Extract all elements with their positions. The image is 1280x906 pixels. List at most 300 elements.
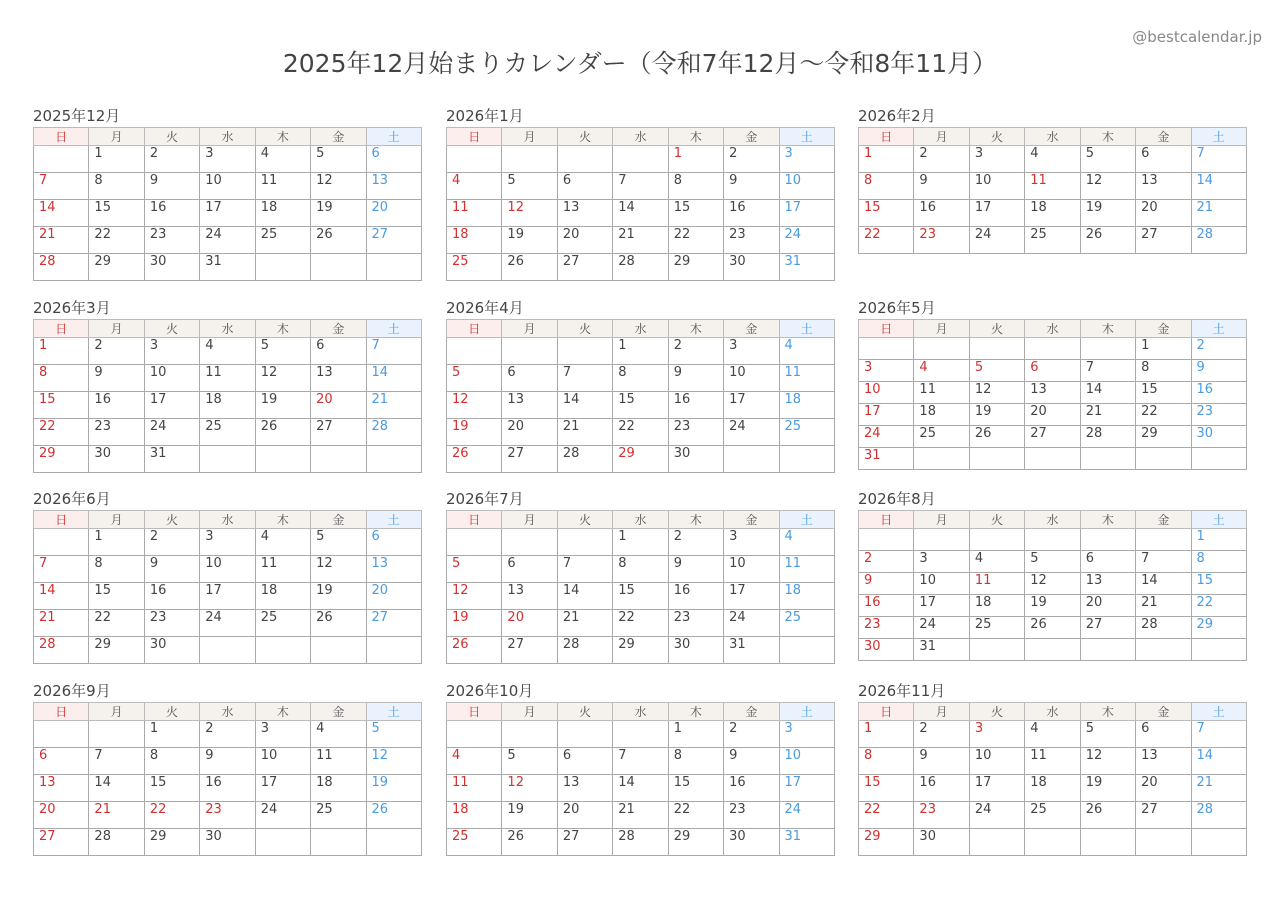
weekday-header: 月 <box>502 703 557 721</box>
day-cell: 6 <box>1136 146 1191 173</box>
day-cell: 9 <box>914 173 969 200</box>
day-cell: 31 <box>724 637 779 664</box>
day-cell: 20 <box>311 392 366 419</box>
day-cell: 2 <box>144 529 199 556</box>
month-title: 2026年5月 <box>858 299 936 317</box>
day-cell: 25 <box>311 802 366 829</box>
day-cell: 24 <box>724 610 779 637</box>
day-cell: 26 <box>502 254 557 281</box>
day-cell: 7 <box>34 556 89 583</box>
weekday-header: 木 <box>255 320 310 338</box>
weekday-header: 月 <box>914 128 969 146</box>
day-cell: 13 <box>366 556 421 583</box>
day-cell <box>557 529 612 556</box>
day-cell: 13 <box>1025 382 1080 404</box>
day-cell <box>969 639 1024 661</box>
day-cell: 4 <box>914 360 969 382</box>
weekday-header: 金 <box>1136 128 1191 146</box>
day-cell: 4 <box>255 146 310 173</box>
weekday-header: 土 <box>779 320 834 338</box>
day-cell: 27 <box>502 446 557 473</box>
day-cell: 27 <box>1136 227 1191 254</box>
weekday-header: 火 <box>969 703 1024 721</box>
day-cell: 10 <box>969 173 1024 200</box>
day-cell: 4 <box>969 551 1024 573</box>
weekday-header: 月 <box>89 128 144 146</box>
day-cell: 2 <box>144 146 199 173</box>
weekday-header: 金 <box>1136 511 1191 529</box>
week-row <box>859 748 1247 775</box>
day-cell: 25 <box>969 617 1024 639</box>
day-cell: 18 <box>447 802 502 829</box>
day-cell: 12 <box>1080 173 1135 200</box>
weekday-header: 土 <box>779 128 834 146</box>
month-calendar <box>858 297 1247 470</box>
day-cell: 22 <box>613 610 668 637</box>
day-cell: 7 <box>557 365 612 392</box>
weekday-header: 金 <box>311 128 366 146</box>
day-cell: 23 <box>144 227 199 254</box>
day-cell <box>969 448 1024 470</box>
day-cell: 3 <box>779 721 834 748</box>
day-cell <box>502 338 557 365</box>
month-calendar <box>33 680 422 856</box>
day-cell: 8 <box>89 556 144 583</box>
weekday-header: 水 <box>613 703 668 721</box>
day-cell: 3 <box>914 551 969 573</box>
day-cell: 12 <box>311 556 366 583</box>
month-calendar <box>446 297 835 473</box>
weekday-header: 日 <box>447 128 502 146</box>
weekday-header: 火 <box>144 703 199 721</box>
day-cell: 6 <box>1080 551 1135 573</box>
day-cell: 22 <box>34 419 89 446</box>
day-cell: 5 <box>1080 146 1135 173</box>
day-cell: 10 <box>779 748 834 775</box>
week-row <box>859 173 1247 200</box>
day-cell: 1 <box>859 721 914 748</box>
week-row <box>447 610 835 637</box>
day-cell: 28 <box>34 254 89 281</box>
day-cell: 21 <box>613 227 668 254</box>
weekday-header: 土 <box>366 703 421 721</box>
day-cell: 18 <box>1025 200 1080 227</box>
day-cell: 28 <box>557 637 612 664</box>
day-cell: 31 <box>779 254 834 281</box>
day-cell <box>1025 448 1080 470</box>
day-cell: 28 <box>89 829 144 856</box>
week-row <box>447 748 835 775</box>
day-cell: 8 <box>34 365 89 392</box>
day-cell: 12 <box>447 392 502 419</box>
week-row <box>34 446 422 473</box>
day-cell: 25 <box>1025 227 1080 254</box>
month-calendar <box>858 680 1247 856</box>
day-cell: 1 <box>668 146 723 173</box>
week-row <box>859 227 1247 254</box>
day-cell: 25 <box>200 419 255 446</box>
day-cell: 10 <box>914 573 969 595</box>
day-cell: 17 <box>200 583 255 610</box>
day-cell: 2 <box>668 529 723 556</box>
weekday-header: 金 <box>724 320 779 338</box>
weekday-header: 木 <box>255 128 310 146</box>
weekday-header: 土 <box>366 511 421 529</box>
week-row <box>34 748 422 775</box>
day-cell: 3 <box>255 721 310 748</box>
day-cell: 10 <box>724 365 779 392</box>
day-cell: 8 <box>89 173 144 200</box>
day-cell: 28 <box>34 637 89 664</box>
day-cell: 11 <box>779 365 834 392</box>
day-cell <box>1136 448 1191 470</box>
week-row <box>34 227 422 254</box>
weekday-header: 水 <box>613 128 668 146</box>
week-row <box>859 639 1247 661</box>
month-table <box>446 702 835 856</box>
weekday-header: 土 <box>1191 703 1246 721</box>
week-row <box>447 829 835 856</box>
day-cell: 20 <box>366 583 421 610</box>
day-cell: 2 <box>668 338 723 365</box>
day-cell: 5 <box>447 556 502 583</box>
weekday-header: 火 <box>144 511 199 529</box>
day-cell: 28 <box>613 254 668 281</box>
day-cell: 17 <box>779 775 834 802</box>
day-cell: 29 <box>34 446 89 473</box>
day-cell: 30 <box>144 637 199 664</box>
day-cell: 10 <box>200 556 255 583</box>
day-cell: 9 <box>668 365 723 392</box>
month-table <box>446 127 835 281</box>
month-calendar <box>858 105 1247 254</box>
week-row <box>34 146 422 173</box>
day-cell <box>1080 448 1135 470</box>
day-cell: 16 <box>914 200 969 227</box>
month-title: 2026年4月 <box>446 299 524 317</box>
day-cell: 31 <box>144 446 199 473</box>
day-cell: 20 <box>1136 200 1191 227</box>
day-cell: 13 <box>311 365 366 392</box>
weekday-header: 日 <box>34 511 89 529</box>
day-cell: 4 <box>255 529 310 556</box>
day-cell <box>366 637 421 664</box>
day-cell: 6 <box>311 338 366 365</box>
day-cell: 27 <box>557 254 612 281</box>
day-cell: 19 <box>311 200 366 227</box>
week-row <box>34 610 422 637</box>
day-cell: 27 <box>1136 802 1191 829</box>
week-row <box>447 529 835 556</box>
weekday-header: 木 <box>1080 511 1135 529</box>
day-cell: 17 <box>724 392 779 419</box>
day-cell: 5 <box>311 529 366 556</box>
weekday-header: 日 <box>34 703 89 721</box>
month-table <box>858 702 1247 856</box>
day-cell <box>1191 639 1246 661</box>
day-cell: 11 <box>969 573 1024 595</box>
month-title: 2026年2月 <box>858 107 936 125</box>
day-cell: 5 <box>447 365 502 392</box>
day-cell <box>34 529 89 556</box>
day-cell: 16 <box>200 775 255 802</box>
day-cell: 10 <box>255 748 310 775</box>
day-cell: 5 <box>1025 551 1080 573</box>
day-cell: 9 <box>724 173 779 200</box>
day-cell: 24 <box>200 227 255 254</box>
weekday-header: 日 <box>859 511 914 529</box>
week-row <box>34 392 422 419</box>
day-cell: 29 <box>859 829 914 856</box>
day-cell: 11 <box>447 775 502 802</box>
week-row <box>859 802 1247 829</box>
day-cell <box>969 829 1024 856</box>
day-cell: 21 <box>1191 775 1246 802</box>
month-table <box>446 510 835 664</box>
day-cell: 13 <box>1136 173 1191 200</box>
weekday-header: 金 <box>1136 703 1191 721</box>
weekday-header: 水 <box>613 320 668 338</box>
month-title: 2026年9月 <box>33 682 111 700</box>
week-row <box>34 254 422 281</box>
day-cell: 17 <box>779 200 834 227</box>
day-cell: 13 <box>557 775 612 802</box>
week-row <box>34 200 422 227</box>
day-cell: 23 <box>668 610 723 637</box>
month-title: 2026年1月 <box>446 107 524 125</box>
day-cell: 8 <box>1136 360 1191 382</box>
day-cell: 15 <box>613 392 668 419</box>
day-cell: 18 <box>200 392 255 419</box>
day-cell: 26 <box>1080 802 1135 829</box>
week-row <box>859 404 1247 426</box>
day-cell: 21 <box>1080 404 1135 426</box>
day-cell: 20 <box>557 802 612 829</box>
week-row <box>859 829 1247 856</box>
weekday-header: 日 <box>34 128 89 146</box>
week-row <box>859 529 1247 551</box>
day-cell: 2 <box>914 721 969 748</box>
weekday-header: 土 <box>1191 320 1246 338</box>
day-cell: 10 <box>779 173 834 200</box>
day-cell: 24 <box>255 802 310 829</box>
day-cell: 18 <box>255 583 310 610</box>
day-cell: 28 <box>1191 802 1246 829</box>
day-cell <box>1136 829 1191 856</box>
day-cell: 21 <box>557 610 612 637</box>
day-cell: 11 <box>311 748 366 775</box>
day-cell: 17 <box>255 775 310 802</box>
day-cell: 17 <box>724 583 779 610</box>
weekday-header: 火 <box>969 511 1024 529</box>
day-cell: 18 <box>914 404 969 426</box>
day-cell: 13 <box>502 392 557 419</box>
day-cell <box>311 829 366 856</box>
week-row <box>859 146 1247 173</box>
day-cell: 26 <box>366 802 421 829</box>
day-cell: 4 <box>447 748 502 775</box>
month-table <box>33 127 422 281</box>
month-title: 2026年7月 <box>446 490 524 508</box>
day-cell: 20 <box>557 227 612 254</box>
day-cell: 3 <box>200 146 255 173</box>
day-cell: 7 <box>613 173 668 200</box>
day-cell: 2 <box>859 551 914 573</box>
day-cell: 27 <box>502 637 557 664</box>
day-cell: 26 <box>447 637 502 664</box>
day-cell: 1 <box>859 146 914 173</box>
day-cell: 21 <box>89 802 144 829</box>
day-cell: 4 <box>779 529 834 556</box>
day-cell <box>311 254 366 281</box>
weekday-header: 火 <box>557 703 612 721</box>
day-cell: 23 <box>89 419 144 446</box>
day-cell: 22 <box>89 610 144 637</box>
weekday-header: 金 <box>724 703 779 721</box>
day-cell: 22 <box>1191 595 1246 617</box>
day-cell: 27 <box>366 610 421 637</box>
day-cell: 5 <box>502 748 557 775</box>
day-cell: 12 <box>502 775 557 802</box>
weekday-header: 日 <box>34 320 89 338</box>
day-cell: 15 <box>859 200 914 227</box>
weekday-header: 土 <box>366 128 421 146</box>
day-cell: 18 <box>447 227 502 254</box>
day-cell: 10 <box>144 365 199 392</box>
week-row <box>447 338 835 365</box>
week-row <box>34 419 422 446</box>
day-cell: 30 <box>144 254 199 281</box>
day-cell: 13 <box>34 775 89 802</box>
day-cell: 8 <box>613 365 668 392</box>
month-table <box>33 510 422 664</box>
weekday-header: 月 <box>502 511 557 529</box>
day-cell: 10 <box>724 556 779 583</box>
day-cell: 7 <box>1191 146 1246 173</box>
day-cell: 20 <box>502 610 557 637</box>
week-row <box>447 419 835 446</box>
day-cell: 7 <box>613 748 668 775</box>
day-cell: 9 <box>89 365 144 392</box>
week-row <box>447 583 835 610</box>
weekday-header: 月 <box>502 320 557 338</box>
day-cell: 7 <box>89 748 144 775</box>
day-cell: 2 <box>200 721 255 748</box>
day-cell: 29 <box>89 254 144 281</box>
day-cell: 9 <box>144 556 199 583</box>
day-cell: 9 <box>200 748 255 775</box>
weekday-header: 水 <box>613 511 668 529</box>
day-cell <box>1080 639 1135 661</box>
week-row <box>447 254 835 281</box>
day-cell: 1 <box>613 529 668 556</box>
month-calendar <box>446 680 835 856</box>
day-cell: 8 <box>613 556 668 583</box>
day-cell <box>255 829 310 856</box>
day-cell: 28 <box>1136 617 1191 639</box>
day-cell: 4 <box>311 721 366 748</box>
weekday-header: 木 <box>255 511 310 529</box>
weekday-header: 水 <box>200 703 255 721</box>
day-cell: 14 <box>1080 382 1135 404</box>
day-cell: 8 <box>144 748 199 775</box>
weekday-header: 水 <box>1025 320 1080 338</box>
weekday-header: 金 <box>724 511 779 529</box>
week-row <box>447 365 835 392</box>
day-cell <box>255 637 310 664</box>
day-cell <box>557 338 612 365</box>
day-cell: 21 <box>1136 595 1191 617</box>
day-cell <box>34 146 89 173</box>
day-cell <box>969 529 1024 551</box>
day-cell: 6 <box>557 748 612 775</box>
day-cell <box>1080 529 1135 551</box>
day-cell: 16 <box>668 583 723 610</box>
day-cell: 16 <box>724 775 779 802</box>
day-cell: 30 <box>914 829 969 856</box>
month-table <box>446 319 835 473</box>
day-cell: 15 <box>1191 573 1246 595</box>
page-title: 2025年12月始まりカレンダー（令和7年12月〜令和8年11月） <box>282 49 998 78</box>
day-cell: 6 <box>502 365 557 392</box>
day-cell: 15 <box>668 200 723 227</box>
day-cell: 19 <box>1025 595 1080 617</box>
month-title: 2026年11月 <box>858 682 946 700</box>
day-cell <box>34 721 89 748</box>
day-cell <box>779 637 834 664</box>
day-cell: 25 <box>447 829 502 856</box>
day-cell: 12 <box>366 748 421 775</box>
day-cell: 30 <box>724 254 779 281</box>
day-cell: 6 <box>1025 360 1080 382</box>
day-cell: 8 <box>859 748 914 775</box>
day-cell <box>969 338 1024 360</box>
day-cell: 13 <box>557 200 612 227</box>
week-row <box>859 721 1247 748</box>
day-cell: 14 <box>1191 173 1246 200</box>
day-cell: 23 <box>144 610 199 637</box>
day-cell: 16 <box>89 392 144 419</box>
day-cell: 15 <box>613 583 668 610</box>
day-cell: 6 <box>34 748 89 775</box>
day-cell: 12 <box>1025 573 1080 595</box>
day-cell: 1 <box>89 146 144 173</box>
day-cell <box>914 448 969 470</box>
weekday-header: 金 <box>1136 320 1191 338</box>
day-cell: 30 <box>200 829 255 856</box>
weekday-header: 金 <box>724 128 779 146</box>
day-cell: 26 <box>969 426 1024 448</box>
day-cell: 9 <box>1191 360 1246 382</box>
day-cell: 14 <box>613 200 668 227</box>
day-cell: 5 <box>502 173 557 200</box>
site-credit: @bestcalendar.jp <box>1132 28 1262 46</box>
week-row <box>34 338 422 365</box>
weekday-header: 水 <box>1025 128 1080 146</box>
day-cell: 1 <box>144 721 199 748</box>
day-cell <box>89 721 144 748</box>
weekday-header: 月 <box>914 511 969 529</box>
day-cell: 4 <box>447 173 502 200</box>
weekday-header: 金 <box>311 320 366 338</box>
week-row <box>34 583 422 610</box>
day-cell: 28 <box>613 829 668 856</box>
day-cell: 12 <box>1080 748 1135 775</box>
day-cell: 25 <box>255 227 310 254</box>
day-cell: 14 <box>613 775 668 802</box>
day-cell <box>502 146 557 173</box>
day-cell: 15 <box>89 583 144 610</box>
